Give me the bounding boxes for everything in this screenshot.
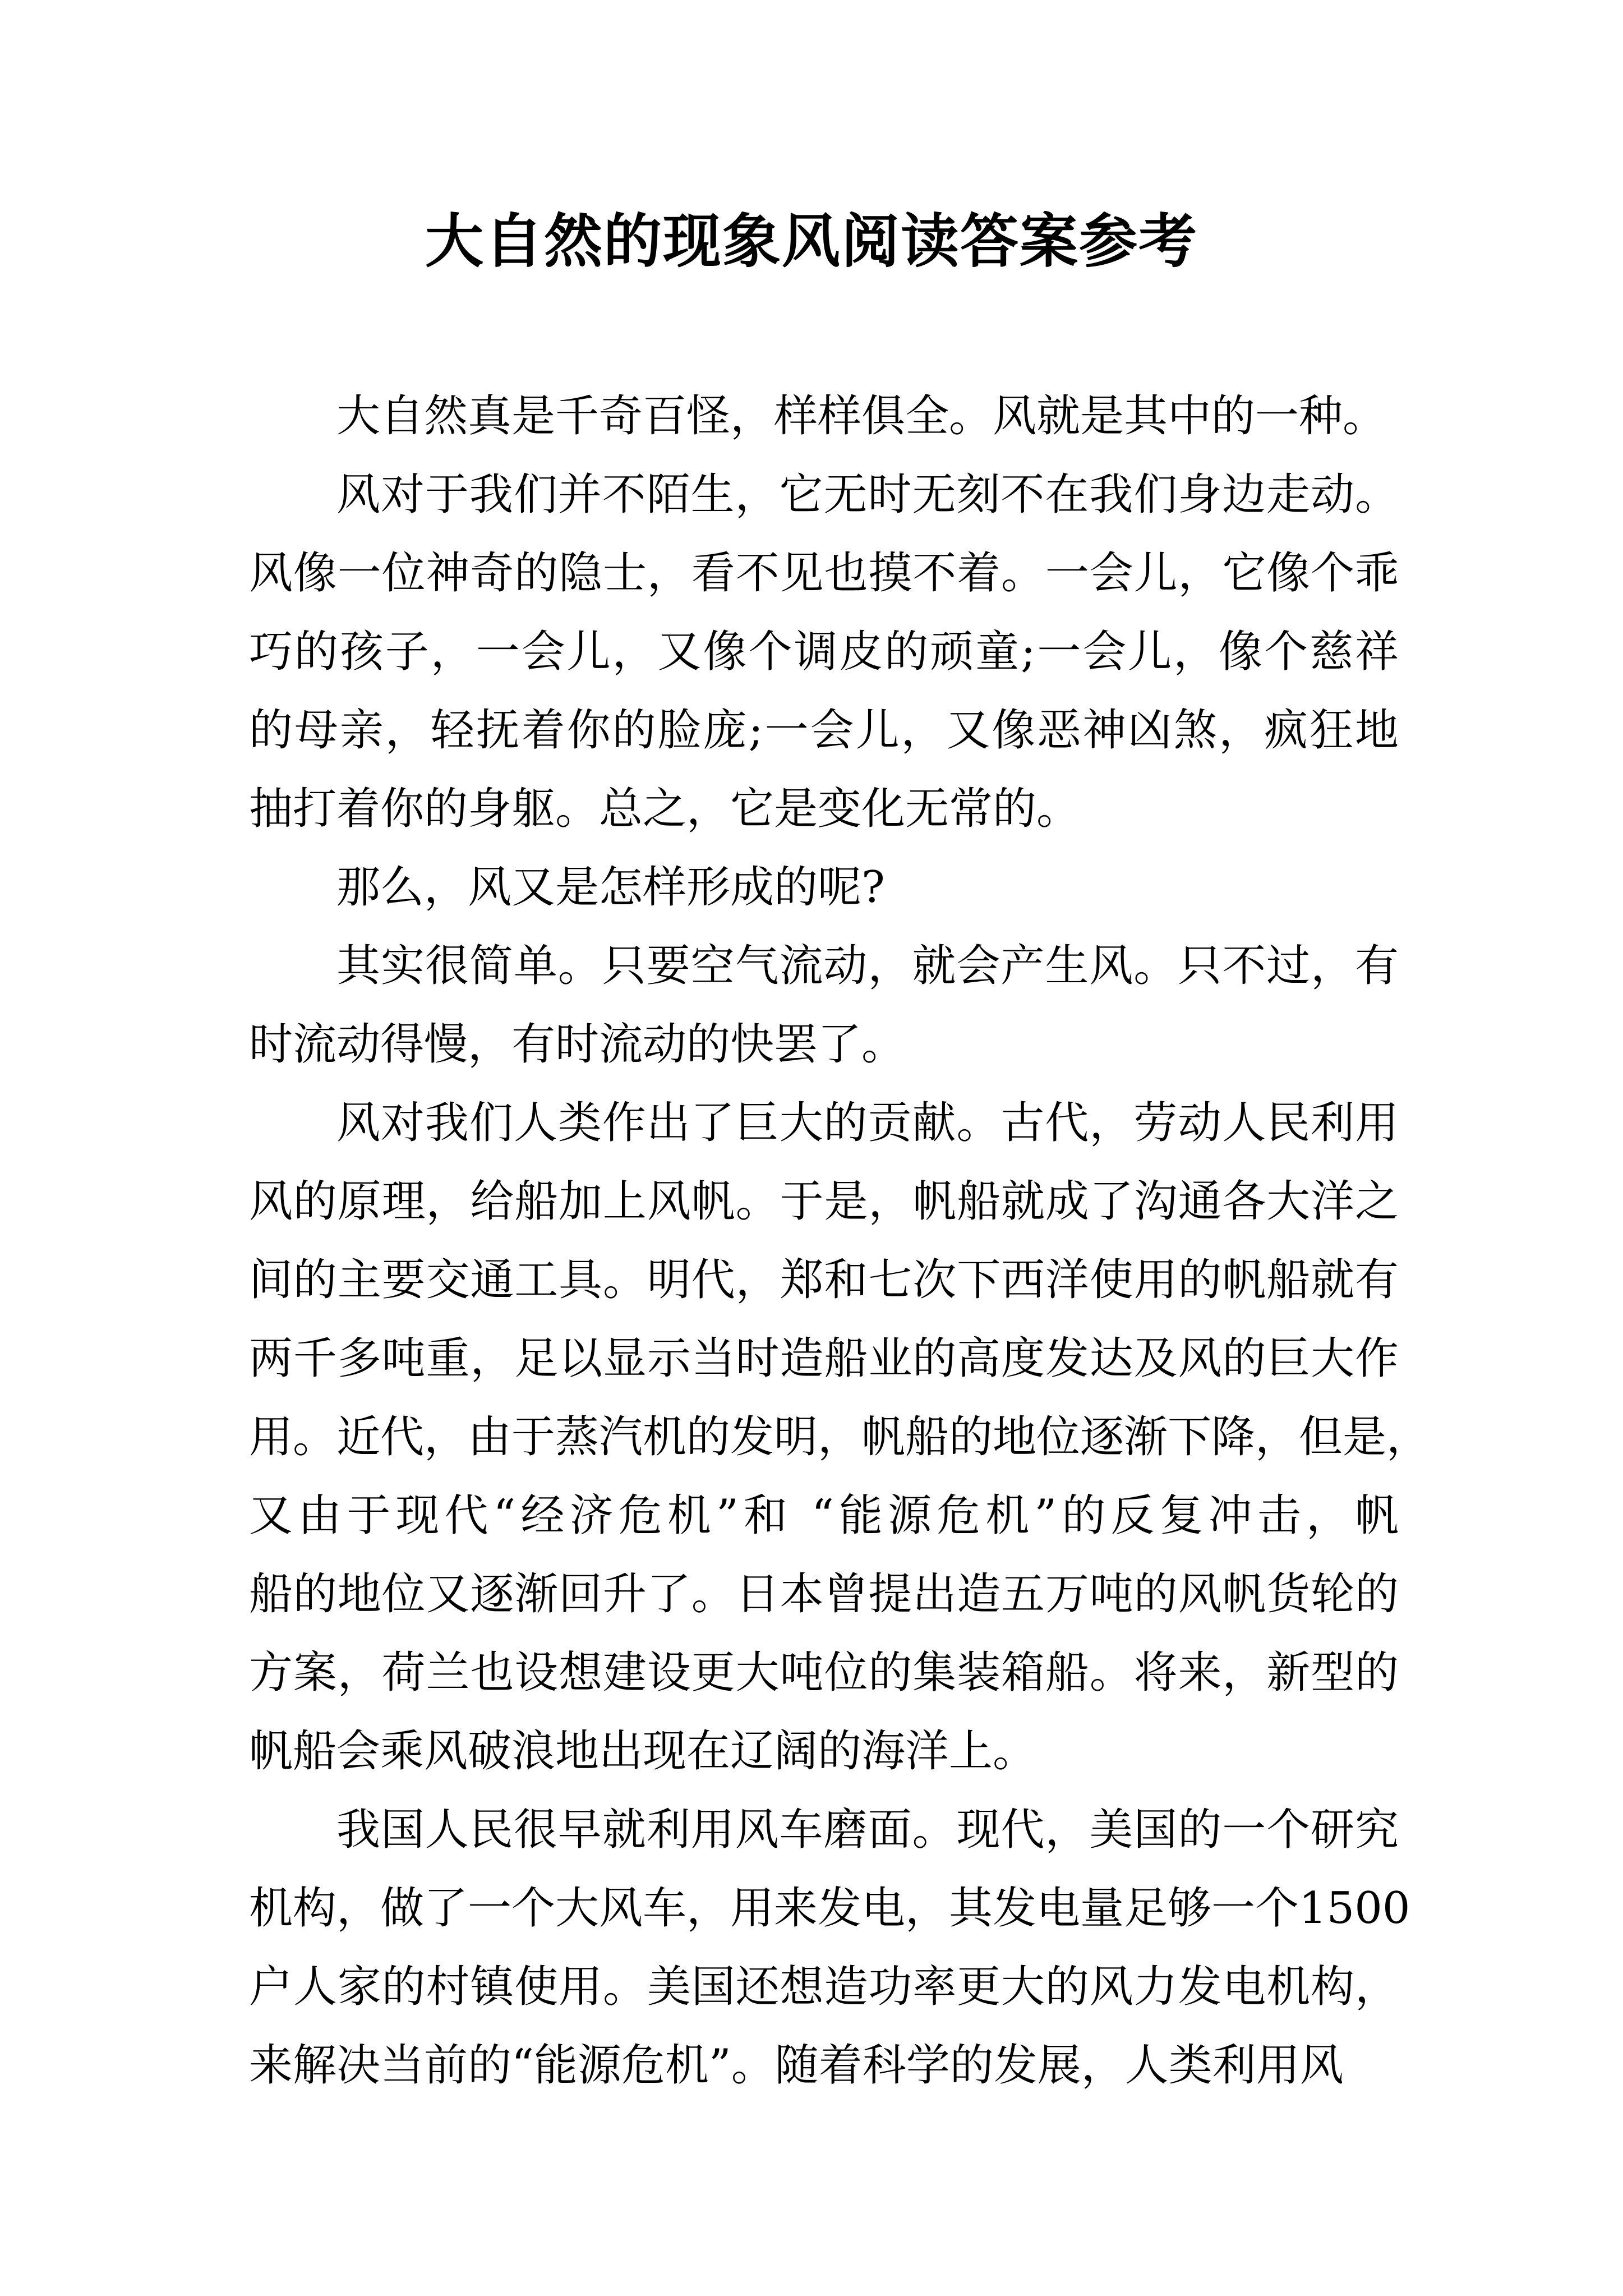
text-line: 用。近代，由于蒸汽机的发明，帆船的地位逐渐下降，但是， (249, 1412, 1431, 1462)
text-line: 帆船会乘风破浪地出现在辽阔的海洋上。 (249, 1726, 1037, 1777)
text-line: 抽打着你的身躯。总之，它是变化无常的。 (249, 784, 1081, 834)
body-text (249, 377, 1431, 2105)
text-line: 间的主要交通工具。明代，郑和七次下西洋使用的帆船就有 (249, 1255, 1399, 1305)
text-line: 大自然真是千奇百怪，样样俱全。风就是其中的一种。 (336, 391, 1387, 441)
text-line: 两千多吨重，足以显示当时造船业的高度发达及风的巨大作 (249, 1333, 1399, 1384)
text-line: 风像一位神奇的隐士，看不见也摸不着。一会儿，它像个乖 (249, 548, 1399, 599)
text-line: 风对于我们并不陌生，它无时无刻不在我们身边走动。 (336, 470, 1400, 520)
text-line: 风对我们人类作出了巨大的贡献。古代，劳动人民利用 (336, 1098, 1400, 1148)
text-line: 巧的孩子，一会儿，又像个调皮的顽童;一会儿，像个慈祥 (249, 627, 1400, 677)
text-line: 又由于现代“经济危机”和 “能源危机”的反复冲击，帆 (249, 1490, 1404, 1541)
text-line: 机构，做了一个大风车，用来发电，其发电量足够一个1500 (249, 1883, 1410, 1934)
text-line: 户人家的村镇使用。美国还想造功率更大的风力发电机构， (249, 1962, 1399, 2012)
text-line: 我国人民很早就利用风车磨面。现代，美国的一个研究 (336, 1805, 1400, 1855)
text-line: 那么，风又是怎样形成的呢? (336, 862, 885, 913)
text-line: 其实很简单。只要空气流动，就会产生风。只不过，有 (336, 941, 1400, 991)
text-line: 来解决当前的“能源危机”。随着科学的发展，人类利用风 (249, 2040, 1344, 2091)
text-line: 风的原理，给船加上风帆。于是，帆船就成了沟通各大洋之 (249, 1176, 1399, 1227)
text-line: 方案，荷兰也设想建设更大吨位的集装箱船。将来，新型的 (249, 1648, 1399, 1698)
text-line: 船的地位又逐渐回升了。日本曾提出造五万吨的风帆货轮的 (249, 1569, 1399, 1619)
text-line: 时流动得慢，有时流动的快罢了。 (249, 1019, 906, 1070)
text-line: 的母亲，轻抚着你的脸庞;一会儿，又像恶神凶煞，疯狂地 (249, 705, 1400, 756)
page-title: 大自然的现象风阅读答案参考 (425, 207, 1198, 275)
